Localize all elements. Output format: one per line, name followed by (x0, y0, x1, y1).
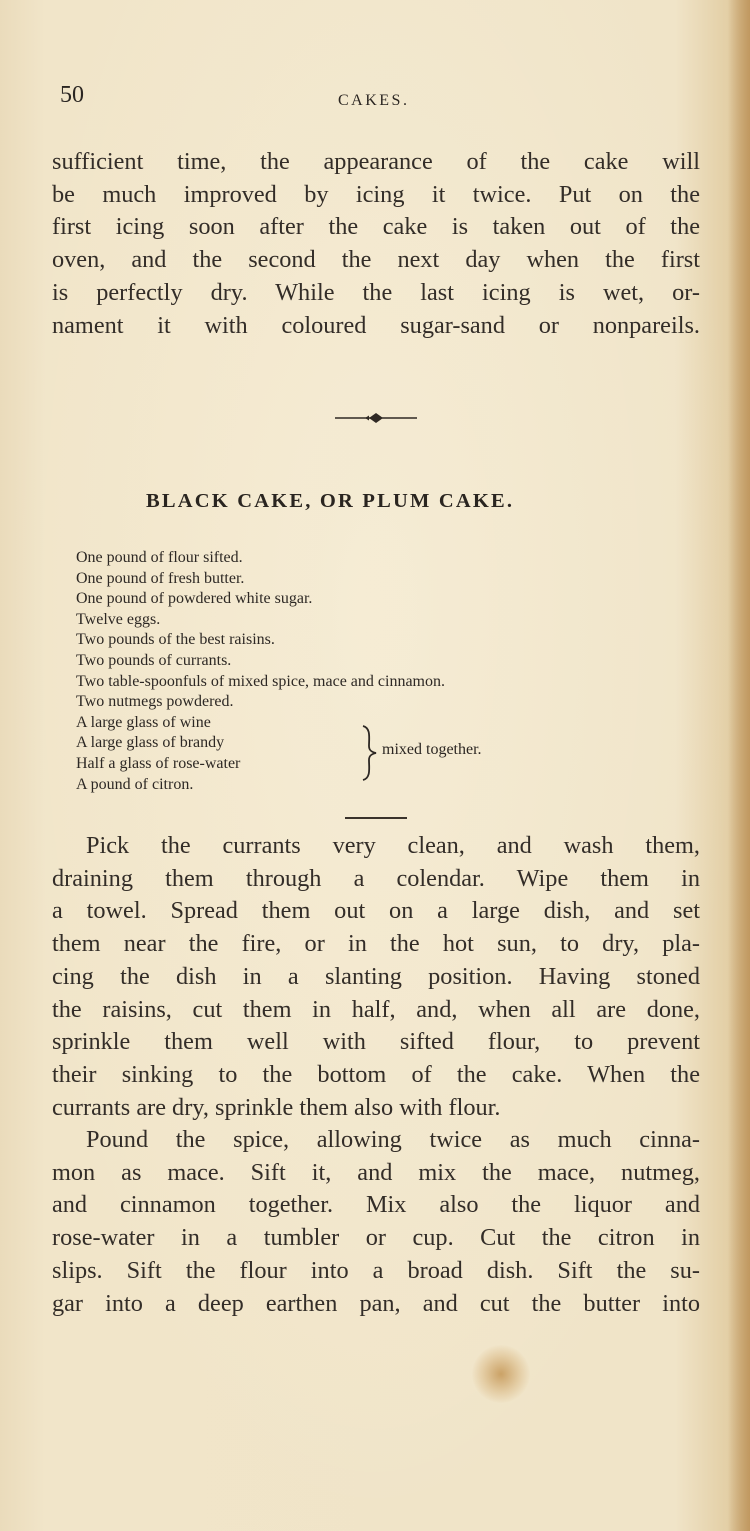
running-head: CAKES. (338, 92, 410, 109)
ingredient-item: A large glass of brandy (76, 734, 225, 752)
text-line: cing the dish in a slanting position. Having stoned (52, 962, 700, 990)
text-line: a towel. Spread them out on a large dish, and set (52, 897, 700, 925)
text-line: them near the fire, or in the hot sun, to dry, pla- (52, 930, 700, 958)
text-line: gar into a deep earthen pan, and cut the butter into (52, 1289, 700, 1317)
paper-stain (472, 1345, 530, 1403)
method-paragraph-1 (52, 830, 700, 1124)
text-line: currants are dry, sprinkle them also with flour. (52, 1093, 501, 1121)
divider-rule (345, 817, 407, 819)
ornament-divider (335, 411, 417, 425)
ingredient-item: One pound of powdered white sugar. (76, 590, 313, 608)
page-number: 50 (60, 82, 84, 108)
ingredient-item: A pound of citron. (76, 775, 194, 793)
text-line: their sinking to the bottom of the cake. When the (52, 1060, 700, 1088)
ingredient-item: Two pounds of the best raisins. (76, 631, 275, 649)
ingredient-item: Twelve eggs. (76, 610, 161, 628)
page-edge-shadow (728, 0, 750, 1531)
text-line: the raisins, cut them in half, and, when all are done, (52, 995, 700, 1023)
ingredient-item: Half a glass of rose-water (76, 754, 241, 772)
text-line: be much improved by icing it twice. Put on the (52, 180, 700, 208)
intro-paragraph (52, 146, 700, 342)
text-line: Pick the currants very clean, and wash them, (86, 832, 700, 859)
text-line: oven, and the second the next day when the first (52, 246, 700, 274)
ingredient-item: One pound of flour sifted. (76, 549, 243, 566)
text-line: rose-water in a tumbler or cup. Cut the citron in (52, 1224, 700, 1252)
text-line: sufficient time, the appearance of the cake will (52, 148, 700, 175)
ingredient-item: Two pounds of currants. (76, 651, 232, 669)
ingredient-item: Two table-spoonfuls of mixed spice, mace and cinnamon. (76, 672, 445, 690)
text-line: nament it with coloured sugar-sand or nonpareils. (52, 311, 700, 339)
ingredient-item: One pound of fresh butter. (76, 569, 245, 587)
text-line: slips. Sift the flour into a broad dish. Sift the su- (52, 1256, 700, 1284)
section-title: BLACK CAKE, OR PLUM CAKE. (146, 490, 515, 512)
method-paragraph-2 (52, 1124, 700, 1320)
text-line: is perfectly dry. While the last icing is wet, or- (52, 278, 700, 306)
text-line: sprinkle them well with sifted flour, to prevent (52, 1028, 700, 1056)
ingredient-item: A large glass of wine (76, 713, 211, 731)
brace-label: mixed together. (382, 741, 482, 758)
text-line: mon as mace. Sift it, and mix the mace, nutmeg, (52, 1158, 700, 1186)
text-line: first icing soon after the cake is taken out of the (52, 213, 700, 241)
text-line: draining them through a colendar. Wipe them in (52, 864, 700, 892)
ingredient-item: Two nutmegs powdered. (76, 693, 234, 711)
text-line: and cinnamon together. Mix also the liquor and (52, 1191, 700, 1219)
text-line: Pound the spice, allowing twice as much cinna- (86, 1126, 700, 1153)
